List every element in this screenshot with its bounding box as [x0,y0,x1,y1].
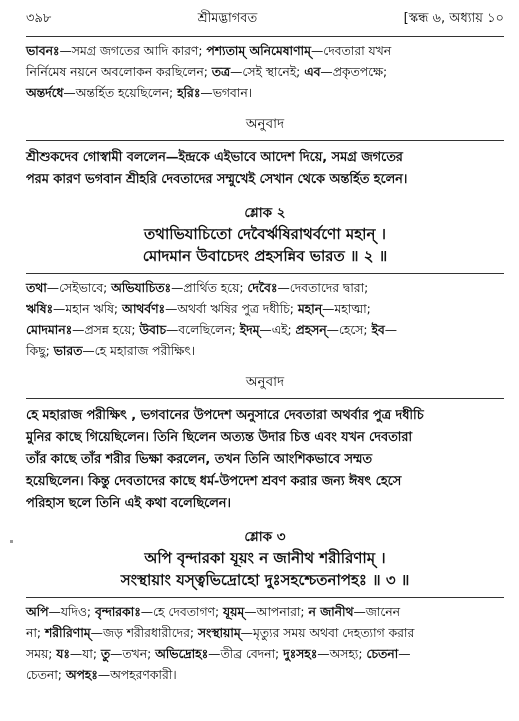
gloss: —যদিও; [48,605,95,619]
gloss: চেতনা; [26,668,66,682]
translation-line: শ্রীশুকদেব গোস্বামী বললেন—ইন্দ্রকে এইভাবে আদেশ দিয়ে, সমগ্র জগতের [26,150,403,165]
gloss: —সেই স্থানেই; [230,65,305,79]
gloss: —সেইভাবে; [46,281,112,295]
term: ভাবনঃ [26,44,60,58]
translation-heading: অনুবাদ [245,374,285,390]
gloss: —হেসে; [326,323,372,337]
gloss: —হে মহারাজ পরীক্ষিৎ। [82,344,196,358]
gloss: —অথর্বা ঋষির পুত্র দধীচি; [165,302,298,316]
term: হরিঃ [177,86,201,100]
verse-line: অপি বৃন্দারকা যূয়ং ন জানীথ শরীরিণাম্ । [144,549,386,567]
gloss: —প্রসন্ন হয়ে; [72,323,140,337]
term: বৃন্দারকাঃ [94,605,141,619]
term: চেতনা [366,647,399,661]
gloss: —ভগবান। [200,86,253,100]
gloss: —তখন; [110,647,156,661]
gloss: না; [26,626,45,640]
term: অপি [26,605,49,619]
verse-divider [26,597,504,598]
gloss: — [398,647,411,661]
gloss: —অপহরণকারী। [97,668,177,682]
translation-line: হয়েছিলেন। কিন্তু দেবতাদের কাছে ধর্ম-উপদেশ শ্রবণ করার জন্য ঈষৎ হেসে [26,474,402,489]
term: দেবৈঃ [247,281,278,295]
gloss: —জানেন [353,605,400,619]
term: ইদম্ [239,323,260,337]
term: ন জানীথ [308,605,354,619]
synonym-line [26,299,504,320]
term: অন্তর্দধে [26,86,64,100]
margin-speck [10,540,13,543]
term: ভারত [53,344,83,358]
book-page [26,10,504,686]
sloka-heading: শ্লোক ৩ [244,529,286,545]
gloss: —মৃত্যুর সময় অথবা দেহত্যাগ করার [240,626,415,640]
sloka-3 [26,527,504,598]
term: যঃ [56,647,70,661]
gloss: —হে দেবতাগণ; [140,605,224,619]
gloss: —প্রকৃতপক্ষে; [320,65,388,79]
term: ঋষিঃ [26,302,54,316]
term: শরীরিণাম্ [44,626,91,640]
translation-line: পরম কারণ ভগবান শ্রীহরি দেবতাদের সম্মুখেই সেখান থেকে অন্তর্হিত হলেন। [26,172,408,187]
term: যূয়ম্ [223,605,245,619]
synonym-line [26,665,504,686]
verse-divider [26,273,504,274]
term: ইব [371,323,385,337]
gloss: —দেবতাদের দ্বারা; [277,281,369,295]
gloss: —সমগ্র জগতের আদি কারণ; [59,44,207,58]
gloss: — [384,323,398,337]
term: পশ্যতাম্ অনিমেষাণাম্ [206,44,311,58]
gloss: —অন্তর্হিত হয়েছিলেন; [63,86,178,100]
gloss: —দেবতারা যখন [310,44,392,58]
gloss: —অসহ্য; [317,647,367,661]
translation-line: মুনির কাছে গিয়েছিলেন। তিনি ছিলেন অত্যন্ত উদার চিত্ত এবং যখন দেবতারা [26,430,413,445]
synonym-line [26,320,504,341]
term: প্রহসন্ [295,323,327,337]
term: অভিযাচিতঃ [111,281,172,295]
synonym-line [26,623,504,644]
synonym-line [26,62,504,83]
translation-divider [26,140,504,141]
gloss: —প্রার্থিত হয়ে; [171,281,248,295]
gloss: —বলেছিলেন; [166,323,240,337]
synonym-line [26,83,504,104]
translation-section-2 [26,372,504,515]
term: তত্র [211,65,231,79]
term: তথা [26,281,47,295]
term: দুঃসহঃ [283,647,318,661]
term: এব [304,65,321,79]
term: উবাচ [139,323,166,337]
synonym-line [26,644,504,665]
sloka-heading: শ্লোক ২ [244,205,286,221]
synonym-line [26,602,504,623]
translation-line: পরিহাস ছলে তিনি এই কথা বলেছিলেন। [26,496,231,511]
gloss: —আপনারা; [244,605,309,619]
term: মোদমানঃ [26,323,73,337]
term: অভিদ্রোহঃ [155,647,209,661]
gloss: নির্নিমেষ নয়নে অবলোকন করছিলেন; [26,65,212,79]
header-divider [26,36,504,37]
term: আথর্বণঃ [121,302,166,316]
translation-line: হে মহারাজ পরীক্ষিৎ , ভগবানের উপদেশ অনুসারে দেবতারা অথর্বার পুত্র দধীচি [26,408,424,423]
page-header [26,10,504,30]
synonym-line [26,41,504,62]
synonyms-3 [26,602,504,686]
gloss: —তীব্র বেদনা; [208,647,284,661]
gloss: —জড় শরীরধারীদের; [90,626,198,640]
synonym-line [26,341,504,362]
verse-line: সংস্থায়াং যস্ত্বভিদ্রোহো দুঃসহশ্চেতনাপহঃ ॥ ৩ ॥ [120,571,410,589]
synonyms-2 [26,278,504,362]
translation-line: তাঁর কাছে তাঁর শরীর ভিক্ষা করলেন, তখন তিনি আংশিকভাবে সম্মত [26,452,373,467]
gloss: —মহান ঋষি; [53,302,122,316]
gloss: —এই; [259,323,296,337]
sloka-2 [26,203,504,274]
book-title: শ্রীমদ্ভাগবত [197,11,258,26]
top-synonyms [26,41,504,104]
synonym-line [26,278,504,299]
verse-line: তথাভিযাচিতো দেবৈর্ঋষিরাথর্বণো মহান্ । [143,225,387,243]
translation-section-1 [26,114,504,191]
page-number: ৩৯৮ [26,11,52,26]
section-reference: [স্কন্ধ ৬, অধ্যায় ১০ [403,11,504,26]
translation-heading: অনুবাদ [245,116,285,132]
term: অপহঃ [65,668,98,682]
gloss: —যা; [69,647,101,661]
translation-divider [26,398,504,399]
gloss: —মহাত্মা; [322,302,371,316]
term: তু [100,647,111,661]
term: সংস্থায়াম্ [197,626,241,640]
term: মহান্ [297,302,323,316]
gloss: কিছু; [26,344,54,358]
verse-line: মোদমান উবাচেদং প্রহসন্নিব ভারত ॥ ২ ॥ [142,247,388,265]
gloss: সময়; [26,647,57,661]
